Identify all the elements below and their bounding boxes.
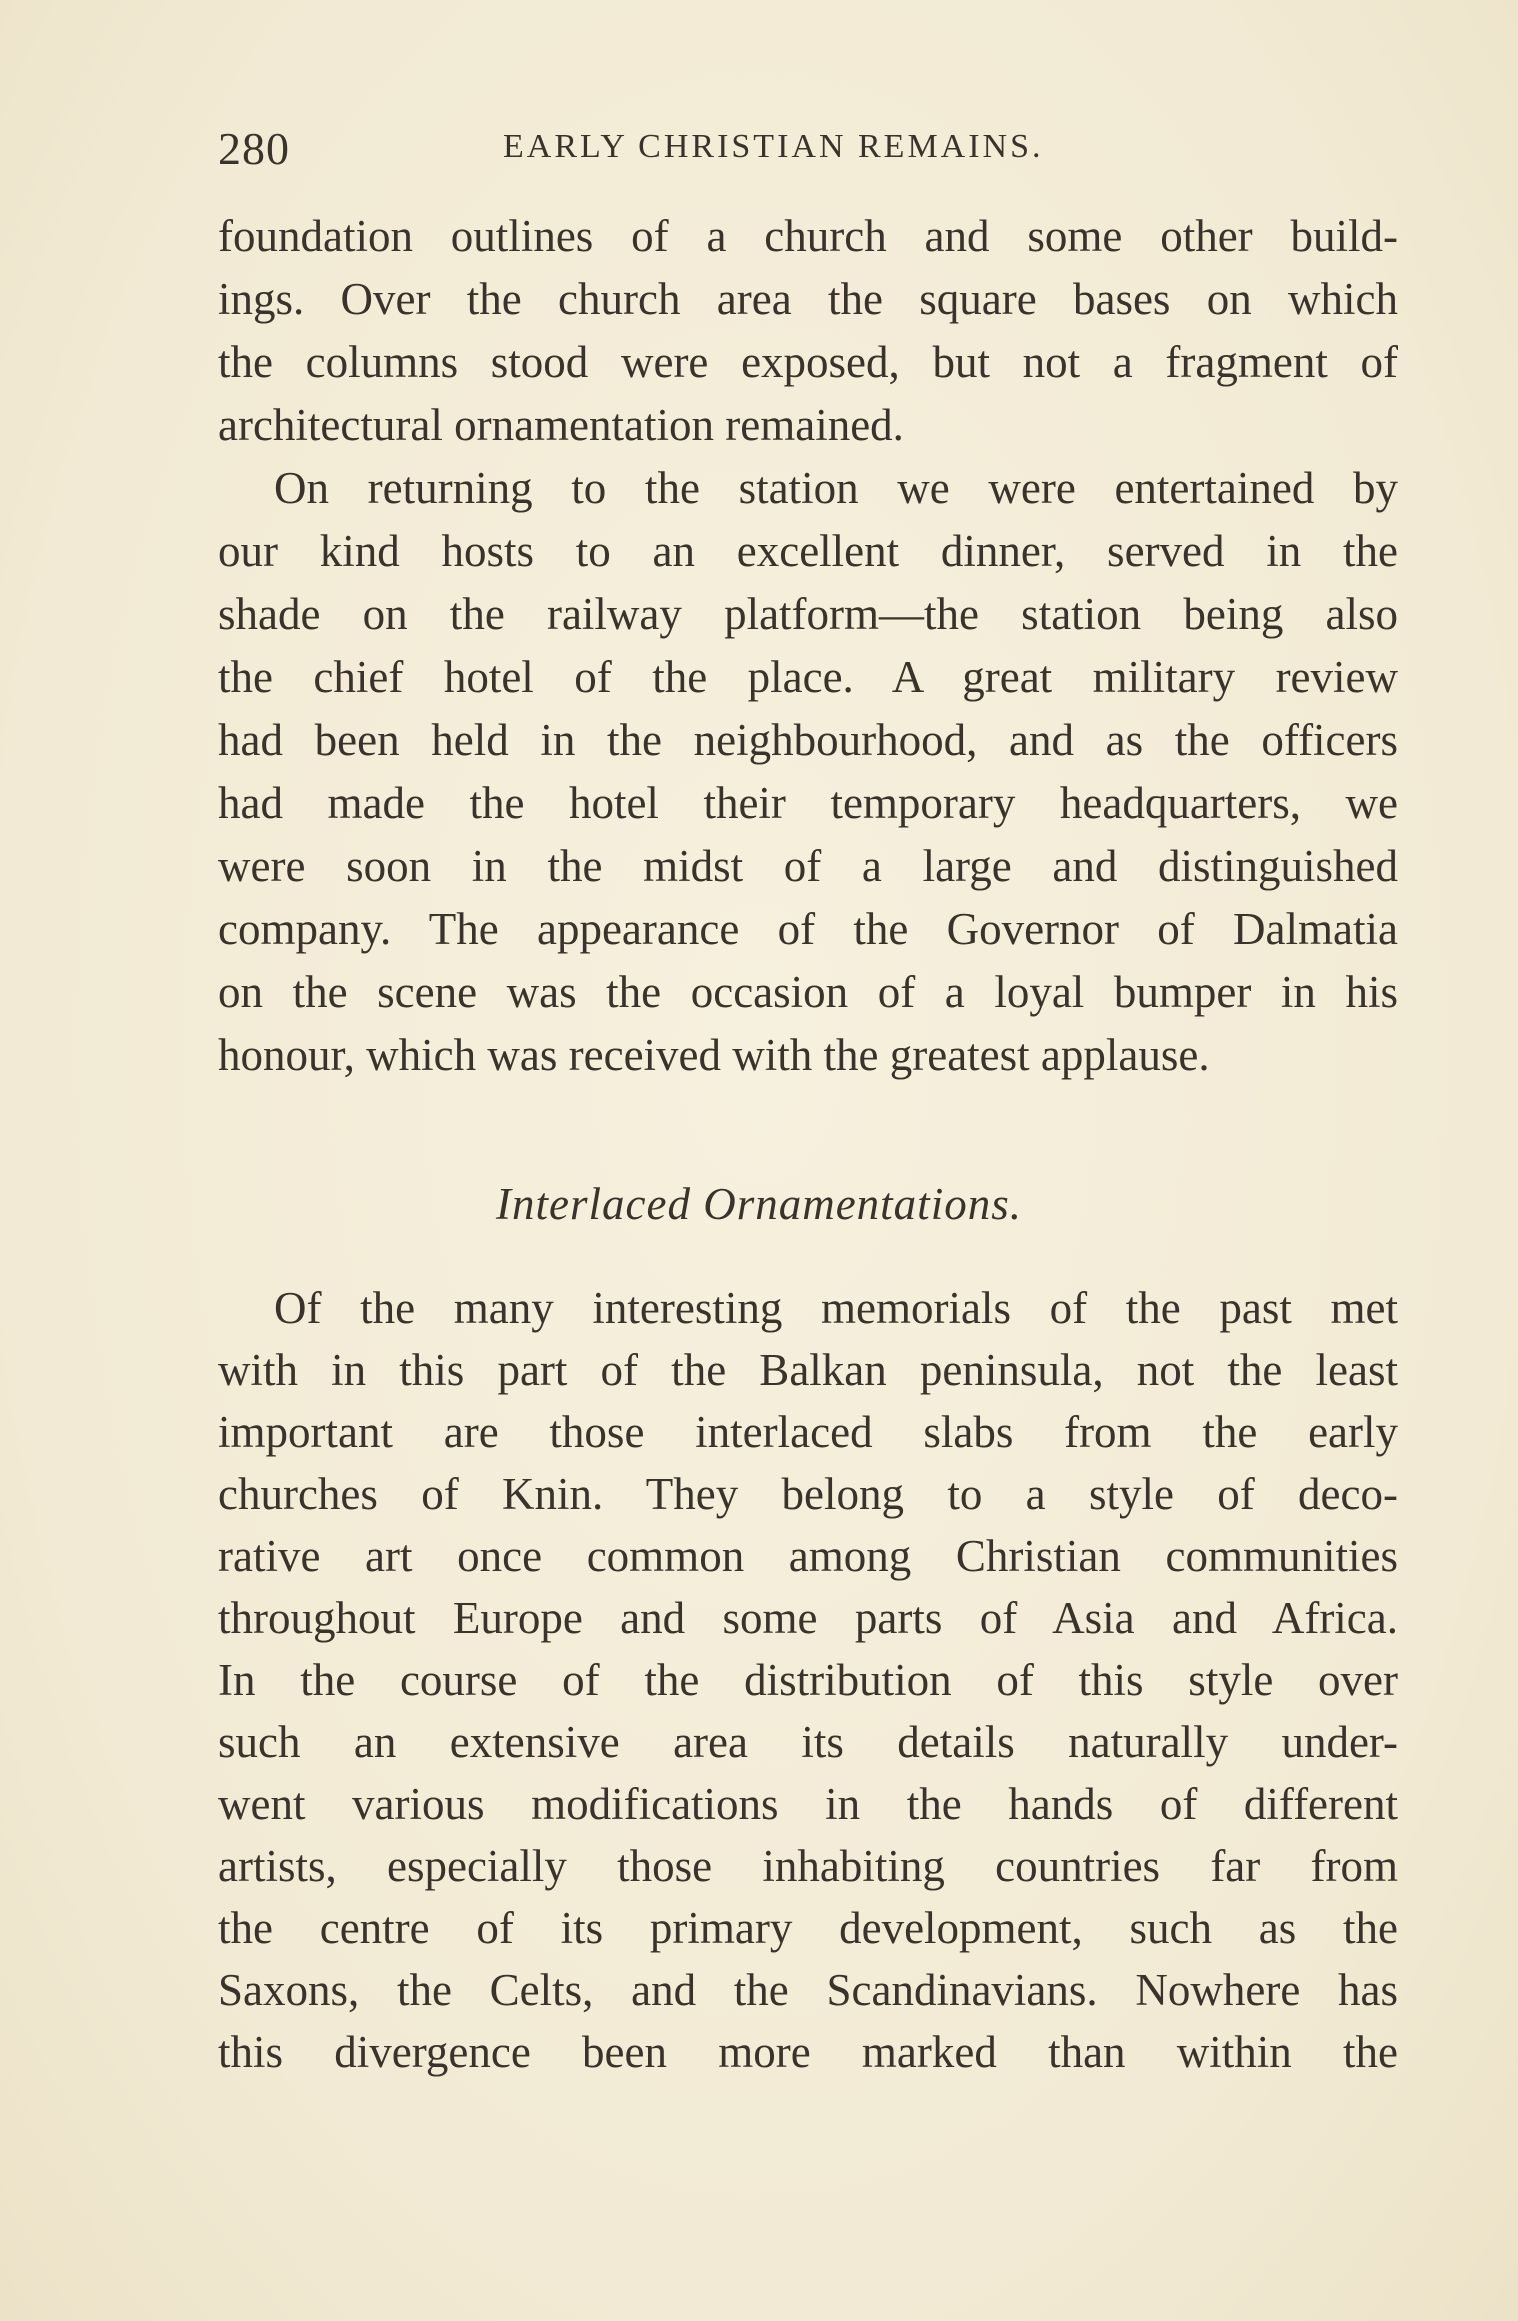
text-line: throughout Europe and some parts of Asia and Africa. (218, 1593, 1398, 1643)
text-line: our kind hosts to an excellent dinner, served in the (218, 526, 1398, 576)
page-header (218, 122, 1398, 172)
text-line: had made the hotel their temporary headquarters, we (218, 778, 1398, 828)
text-line: foundation outlines of a church and some other build- (218, 211, 1398, 261)
text-line: with in this part of the Balkan peninsula, not the least (218, 1345, 1398, 1395)
text-line: had been held in the neighbourhood, and as the officers (218, 715, 1398, 765)
text-line: on the scene was the occasion of a loyal bumper in his (218, 967, 1398, 1017)
text-line: this divergence been more marked than within the (218, 2027, 1398, 2077)
running-title: EARLY CHRISTIAN REMAINS. (503, 128, 1044, 165)
text-line: the columns stood were exposed, but not a fragment of (218, 337, 1398, 387)
text-line: On returning to the station we were entertained by (274, 463, 1398, 513)
text-line: were soon in the midst of a large and distinguished (218, 841, 1398, 891)
text-line: shade on the railway platform—the station being also (218, 589, 1398, 639)
text-line: Of the many interesting memorials of the past met (274, 1283, 1398, 1333)
section-heading: Interlaced Ornamentations. (496, 1179, 1022, 1229)
text-line: Saxons, the Celts, and the Scandinavians. Nowhere has (218, 1965, 1398, 2015)
text-line: artists, especially those inhabiting countries far from (218, 1841, 1398, 1891)
text-line: important are those interlaced slabs from the early (218, 1407, 1398, 1457)
text-line: churches of Knin. They belong to a style of deco- (218, 1469, 1398, 1519)
text-line: company. The appearance of the Governor of Dalmatia (218, 904, 1398, 954)
text-line: In the course of the distribution of this style over (218, 1655, 1398, 1705)
page-number: 280 (218, 123, 290, 174)
text-line: the centre of its primary development, such as the (218, 1903, 1398, 1953)
text-line: went various modifications in the hands of different (218, 1779, 1398, 1829)
text-line: such an extensive area its details naturally under- (218, 1717, 1398, 1767)
text-line: ings. Over the church area the square bases on which (218, 274, 1398, 324)
text-line: architectural ornamentation remained. (218, 400, 904, 450)
text-line: the chief hotel of the place. A great military review (218, 652, 1398, 702)
text-line: honour, which was received with the greatest applause. (218, 1030, 1210, 1080)
text-line: rative art once common among Christian communities (218, 1531, 1398, 1581)
